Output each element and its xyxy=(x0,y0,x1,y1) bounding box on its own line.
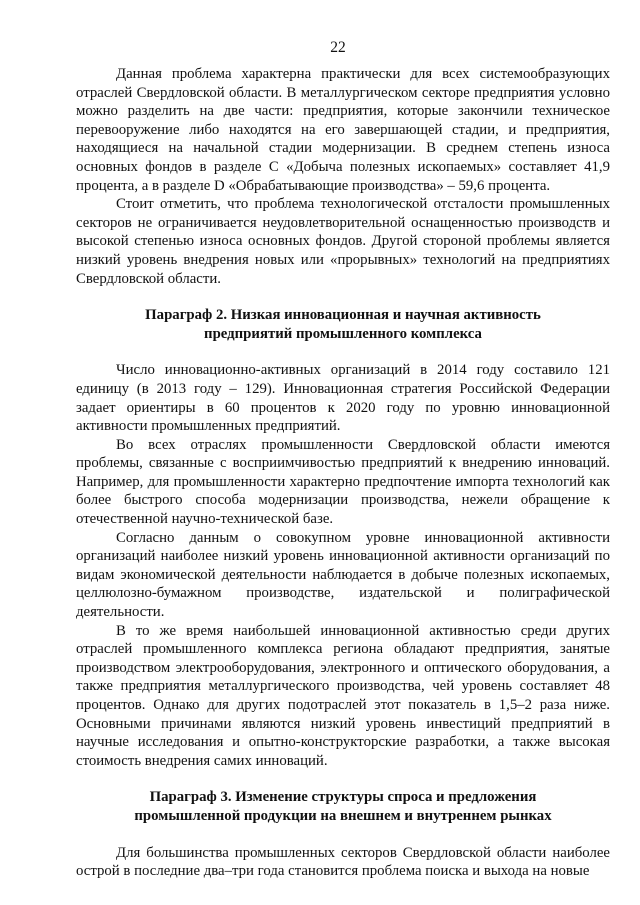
body-paragraph: Данная проблема характерна практически для всех системообразующих отраслей Свердловской области. В металлургическом секторе предприятия условно можно разделить на две части: предприятия, которые закончили техническое перевооружение либо находятся на его завершающей стадии, и предприятия, находящиеся на начальной стадии модернизации. В среднем степень износа основных фондов в разделе С «Добыча полезных ископаемых» составляет 41,9 процента, а в разделе D «Обрабатывающие производства» – 59,6 процента. xyxy=(76,66,610,194)
section-heading-line: промышленной продукции на внешнем и внутреннем рынках xyxy=(134,807,552,824)
body-paragraph: Число инновационно-активных организаций в 2014 году составило 121 единицу (в 2013 году – 129). Инновационная стратегия Российской Федерации задает ориентиры в 60 процентов к 2020 году по уровню инновационной активности промышленных предприятий. xyxy=(76,362,610,435)
section-heading-line: Параграф 3. Изменение структуры спроса и предложения xyxy=(149,789,537,806)
section-heading-3 xyxy=(76,788,610,825)
section-heading-line: предприятий промышленного комплекса xyxy=(204,325,482,342)
spacer xyxy=(76,288,610,306)
body-paragraph: Стоит отметить, что проблема технологической отсталости промышленных секторов не ограничивается неудовлетворительной оснащенностью производств и высокой степенью износа основных фондов. Другой стороной проблемы является низкий уровень внедрения новых или «прорывных» технологий на предприятиях Свердловской области. xyxy=(76,196,610,287)
page-number: 22 xyxy=(330,39,346,56)
spacer xyxy=(76,826,610,844)
body-paragraph: Согласно данным о совокупном уровне инновационной активности организаций наиболее низкий уровень инновационной активности организаций по видам экономической деятельности наблюдается в добыче полезных ископаемых, целлюлозно-бумажном производстве, издательской и полиграфической деятельности. xyxy=(76,529,610,621)
body-paragraph: Во всех отраслях промышленности Свердловской области имеются проблемы, связанные с восприимчивостью предприятий к внедрению инноваций. Например, для промышленности характерно предпочтение импорта технологий как более быстрого способа модернизации производства, нежели обращение к отечественной научно-технической базе. xyxy=(76,436,610,528)
body-paragraph: Для большинства промышленных секторов Свердловской области наиболее острой в последние два–три года становится проблема поиска и выхода на новые xyxy=(76,844,610,880)
section-heading-2 xyxy=(76,306,610,343)
spacer xyxy=(76,343,610,361)
spacer xyxy=(76,770,610,788)
body-paragraph: В то же время наибольшей инновационной активностью среди других отраслей промышленного комплекса региона обладают предприятия, занятые производством электрооборудования, электронного и оптического оборудования, а также предприятия металлургического производства, чей уровень составляет 48 процентов. Однако для других подотраслей этот показатель в 1,5–2 раза ниже. Основными причинами являются низкий уровень инвестиций предприятий в научные исследования и опытно-конструкторские разработки, а также высокая стоимость внедрения самих инноваций. xyxy=(76,622,610,769)
section-heading-line: Параграф 2. Низкая инновационная и научная активность xyxy=(145,307,541,324)
